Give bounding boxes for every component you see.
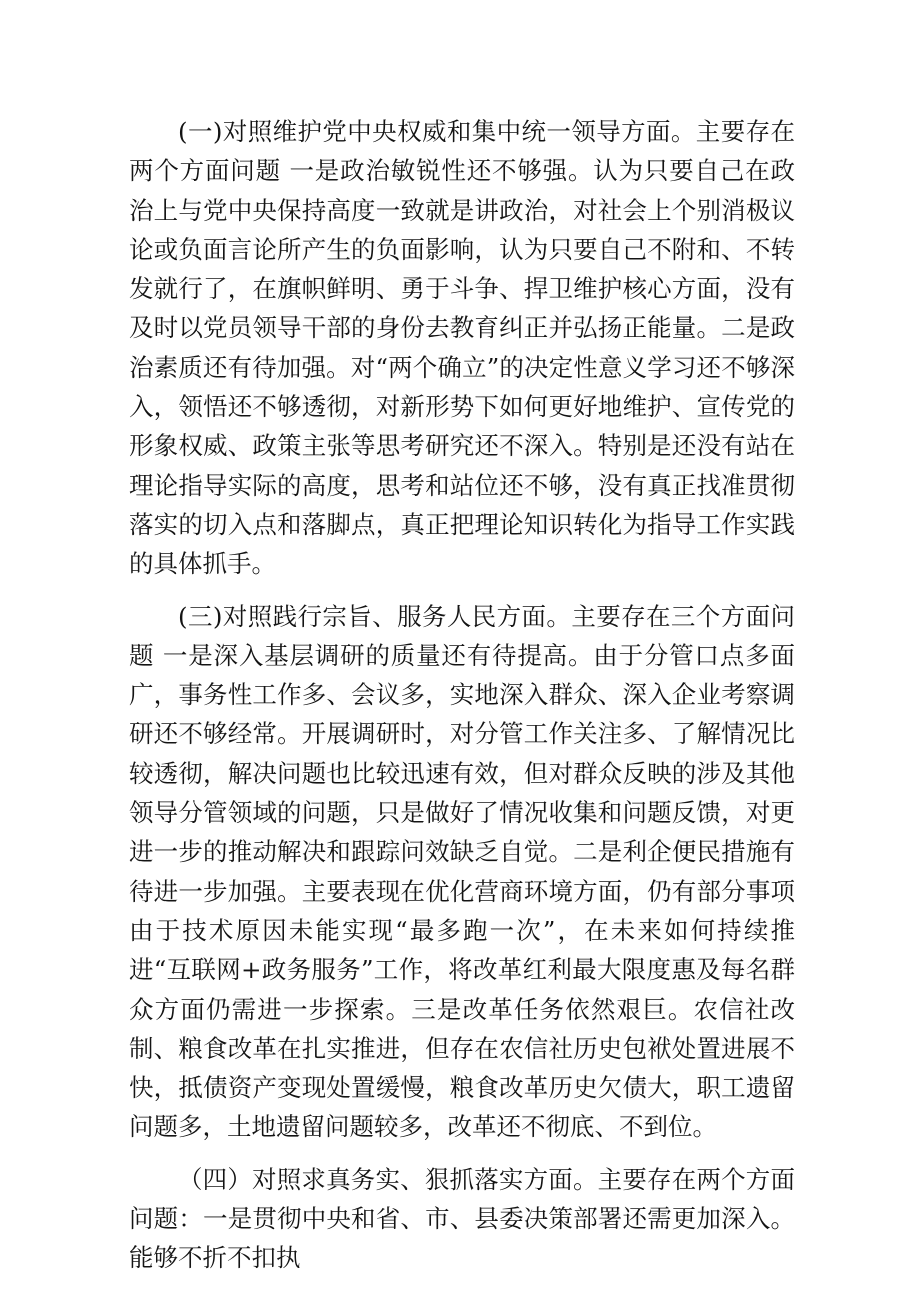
document-body [129, 112, 795, 1278]
paragraph-section-three: (三)对照践行宗旨、服务人民方面。主要存在三个方面问题 一是深入基层调研的质量还有待提高。由于分管口点多面广，事务性工作多、会议多，实地深入群众、深入企业考察调研还不够经常。开展调研时，对分管工作关注多、了解情况比较透彻，解决问题也比较迅速有效，但对群众反映的涉及其他领导分管领域的问题，只是做好了情况收集和问题反馈，对更进一步的推动解决和跟踪问效缺乏自觉。二是利企便民措施有待进一步加强。主要表现在优化营商环境方面，仍有部分事项由于技术原因未能实现“最多跑一次”，在未来如何持续推进“互联网+政务服务”工作，将改革红利最大限度惠及每名群众方面仍需进一步探索。三是改革任务依然艰巨。农信社改制、粮食改革在扎实推进，但存在农信社历史包袱处置进展不快，抵债资产变现处置缓慢，粮食改革历史欠债大，职工遗留问题多，土地遗留问题较多，改革还不彻底、不到位。 [129, 601, 795, 1142]
paragraph-section-four: （四）对照求真务实、狠抓落实方面。主要存在两个方面问题：一是贯彻中央和省、市、县委决策部署还需更加深入。能够不折不扣执 [129, 1164, 795, 1273]
paragraph-section-one: (一)对照维护党中央权威和集中统一领导方面。主要存在两个方面问题 一是政治敏锐性还不够强。认为只要自己在政治上与党中央保持高度一致就是讲政治，对社会上个别消极议论或负面言论所产生的负面影响，认为只要自己不附和、不转发就行了，在旗帜鲜明、勇于斗争、捍卫维护核心方面，没有及时以党员领导干部的身份去教育纠正并弘扬正能量。二是政治素质还有待加强。对“两个确立”的决定性意义学习还不够深入，领悟还不够透彻，对新形势下如何更好地维护、宣传党的形象权威、政策主张等思考研究还不深入。特别是还没有站在理论指导实际的高度，思考和站位还不够，没有真正找准贯彻落实的切入点和落脚点，真正把理论知识转化为指导工作实践的具体抓手。 [129, 117, 795, 579]
